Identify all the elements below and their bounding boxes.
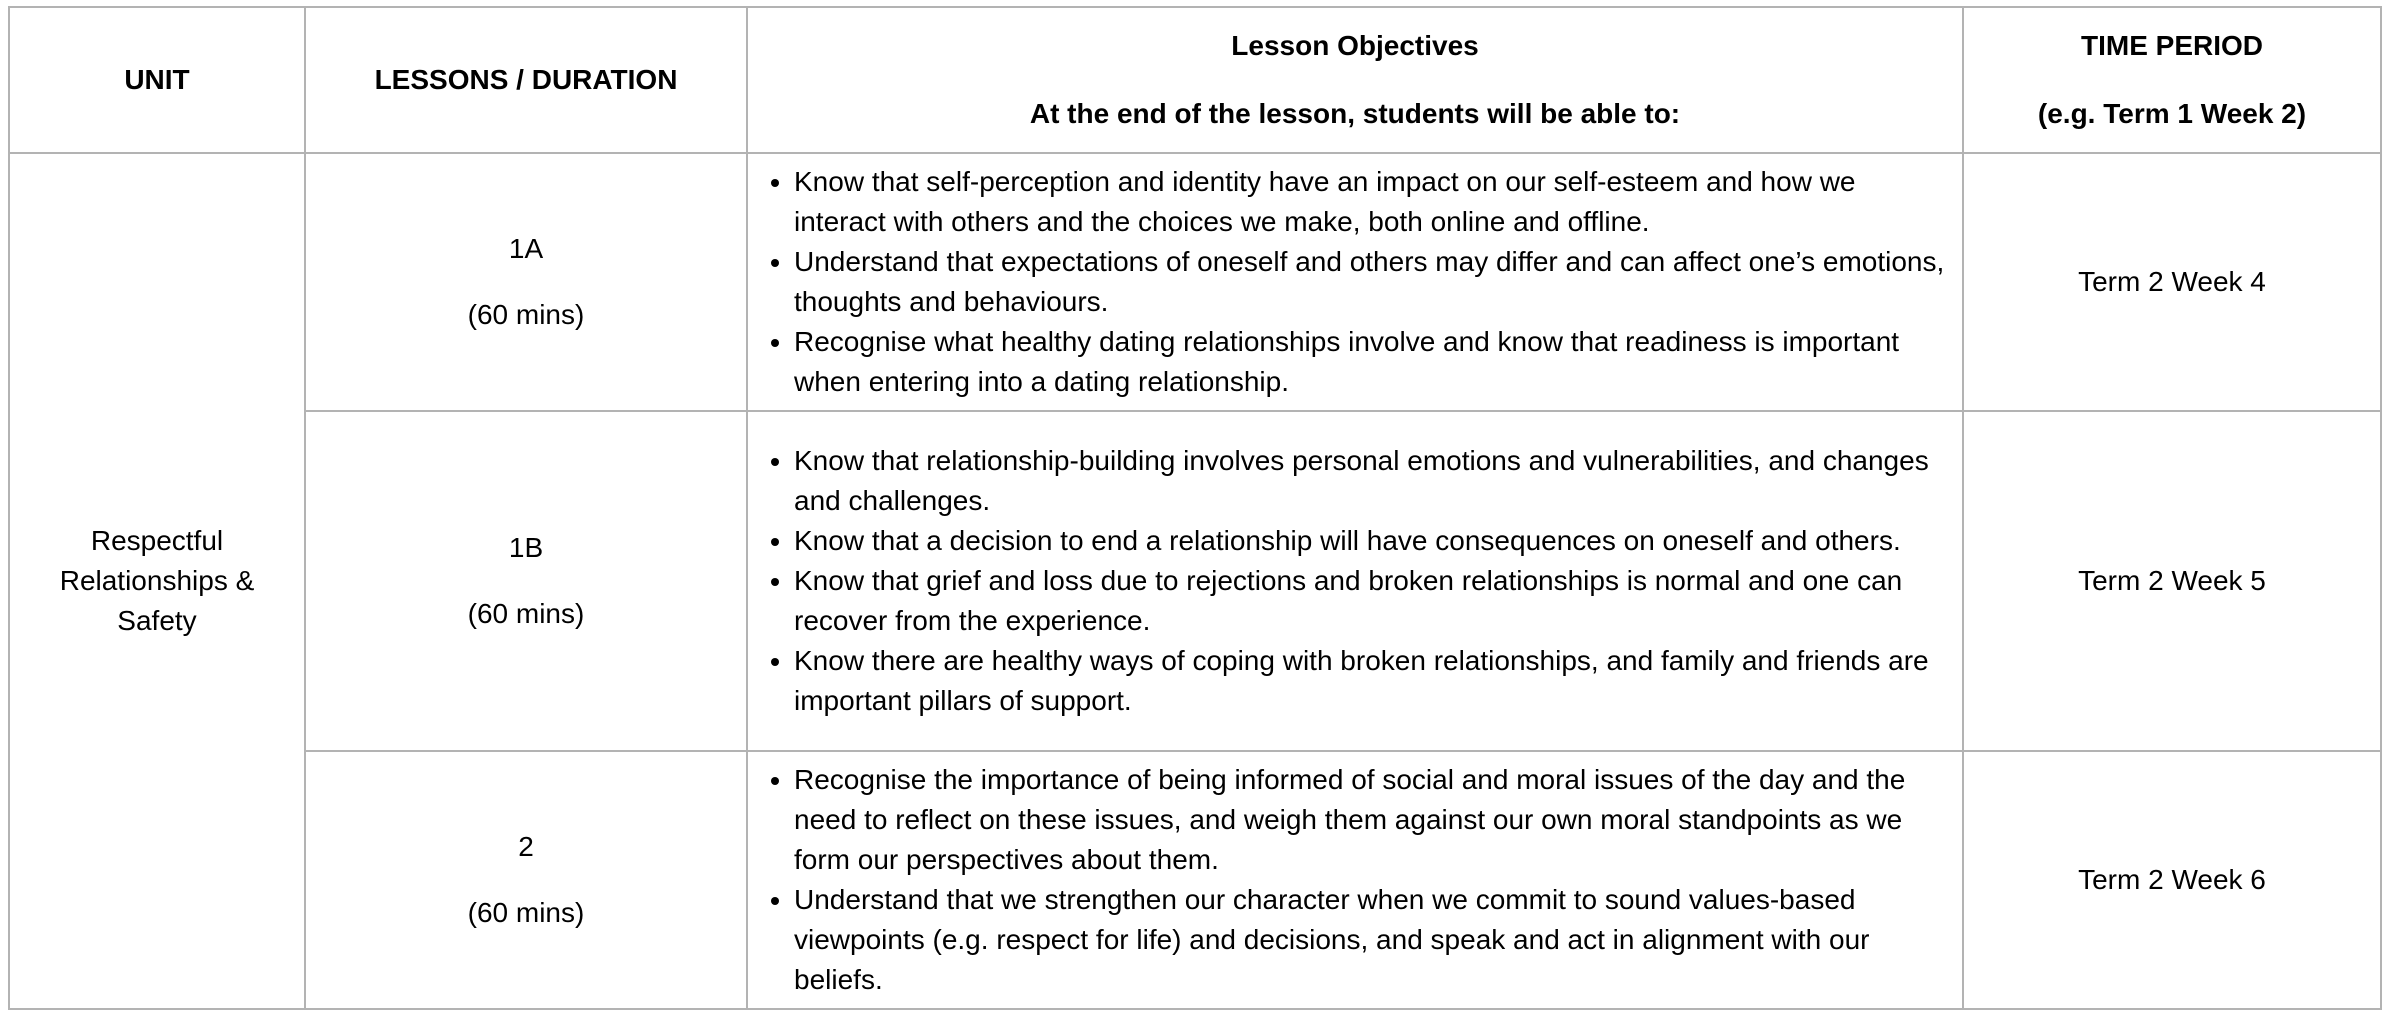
objective-item: • Know that self-perception and identity have an impact on our self-esteem and how we interact with others and the choices we make, both online and offline.	[794, 162, 1954, 242]
objectives-list	[758, 162, 1954, 402]
header-objectives-title: Lesson Objectives	[1231, 30, 1479, 61]
header-objectives-subtitle: At the end of the lesson, students will be able to:	[1029, 98, 1681, 129]
objective-item: • Understand that expectations of oneself and others may differ and can affect one’s emotions, thoughts and behaviours.	[794, 242, 1954, 322]
lesson-code: 1A	[508, 233, 544, 264]
header-unit: UNIT	[9, 7, 305, 153]
objectives-list	[758, 441, 1954, 721]
header-row	[9, 7, 2381, 153]
objectives-cell	[747, 153, 1963, 411]
header-time-example: (e.g. Term 1 Week 2)	[2037, 98, 2307, 129]
lesson-plan-table	[8, 6, 2382, 1010]
header-time-title: TIME PERIOD	[2080, 30, 2263, 61]
table-row	[9, 153, 2381, 411]
objectives-cell	[747, 411, 1963, 751]
lesson-cell	[305, 411, 747, 751]
objective-item: • Understand that we strengthen our character when we commit to sound values-based viewpoints (e.g. respect for life) and decisions, and speak and act in alignment with our beliefs.	[794, 880, 1954, 1000]
time-period-cell: Term 2 Week 6	[1963, 751, 2381, 1009]
objectives-list	[758, 760, 1954, 1000]
lesson-cell	[305, 751, 747, 1009]
lesson-code: 1B	[508, 532, 544, 563]
unit-cell	[9, 153, 305, 1009]
objective-item: • Know that relationship-building involves personal emotions and vulnerabilities, and changes and challenges.	[794, 441, 1954, 521]
lesson-duration: (60 mins)	[467, 299, 585, 330]
lesson-duration: (60 mins)	[467, 897, 585, 928]
header-time-period	[1963, 7, 2381, 153]
lesson-code: 2	[518, 831, 534, 862]
objective-item: • Recognise the importance of being informed of social and moral issues of the day and the need to reflect on these issues, and weigh them against our own moral standpoints as we form our perspectives about them.	[794, 760, 1954, 880]
objective-item: • Know that a decision to end a relationship will have consequences on oneself and others.	[794, 521, 1954, 561]
unit-name: Respectful Relationships & Safety	[59, 525, 255, 636]
header-lessons-duration: LESSONS / DURATION	[305, 7, 747, 153]
objective-item: • Know there are healthy ways of coping with broken relationships, and family and friends are important pillars of support.	[794, 641, 1954, 721]
time-period-cell: Term 2 Week 5	[1963, 411, 2381, 751]
table-row	[9, 751, 2381, 1009]
table-row	[9, 411, 2381, 751]
objective-item: • Know that grief and loss due to rejections and broken relationships is normal and one can recover from the experience.	[794, 561, 1954, 641]
lesson-duration: (60 mins)	[467, 598, 585, 629]
objectives-cell	[747, 751, 1963, 1009]
time-period-cell: Term 2 Week 4	[1963, 153, 2381, 411]
objective-item: • Recognise what healthy dating relationships involve and know that readiness is important when entering into a dating relationship.	[794, 322, 1954, 402]
lesson-cell	[305, 153, 747, 411]
header-objectives	[747, 7, 1963, 153]
